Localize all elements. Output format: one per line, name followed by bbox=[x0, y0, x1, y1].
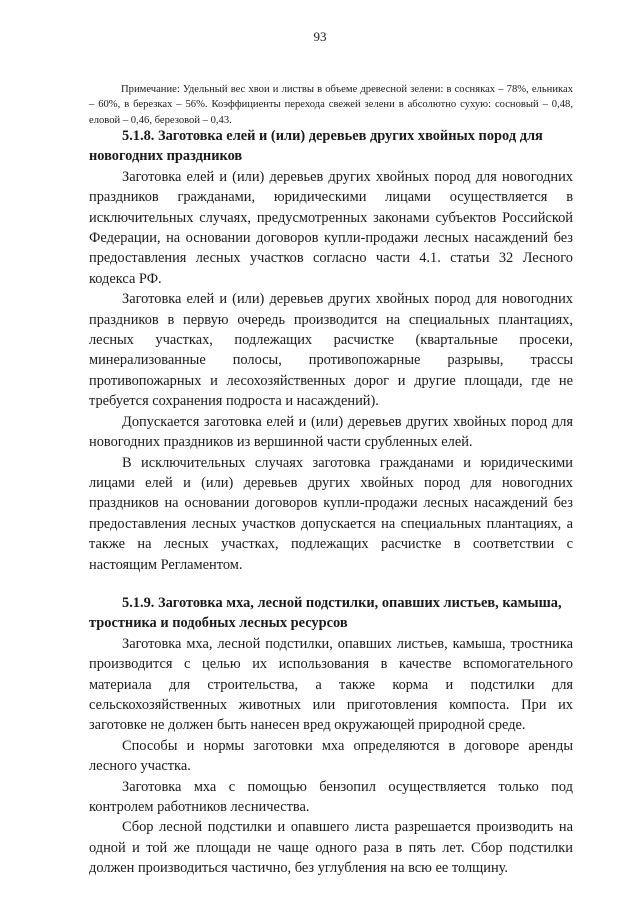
paragraph: Допускается заготовка елей и (или) деревьев других хвойных пород для новогодних праздников из вершинной части срубленных елей. bbox=[89, 413, 573, 451]
paragraph: Заготовка елей и (или) деревьев других хвойных пород для новогодних праздников в первую очередь производится на специальных плантациях, лесных участках, подлежащих расчистке (квартальные просеки, минерализованные полосы, противопожарные разрывы, трассы противопожарных и лесохозяйственных дорог и другие площади, где не требуется сохранения подроста и насаждений). bbox=[89, 291, 573, 410]
paragraph: Заготовка мха с помощью бензопил осуществляется только под контролем работников лесничества. bbox=[89, 778, 573, 815]
paragraph: Заготовка мха, лесной подстилки, опавших листьев, камыша, тростника производится с целью их использования в качестве вспомогательного материала для строительства, а также корма и подстилки для сельскохозяйственных животных или приготовления компоста. При их заготовке не должен быть нанесен вред окружающей природной среде. bbox=[89, 635, 573, 734]
footnote-note: Примечание: Удельный вес хвои и листвы в объеме древесной зелени: в сосняках – 78%, ельниках – 60%, в березках – 56%. Коэффициенты перехода свежей зелени в абсолютно сухую: сосновый – 0,48, еловой – 0,46, березовой – 0,43. bbox=[89, 83, 573, 126]
section-heading-5-1-8: 5.1.8. Заготовка елей и (или) деревьев других хвойных пород для новогодних праздников bbox=[89, 128, 543, 165]
paragraph: Заготовка елей и (или) деревьев других хвойных пород для новогодних праздников гражданами, юридическими лицами осуществляется в исключительных случаях, предусмотренных законами субъектов Российской Федерации, на основании договоров купли-продажи лесных насаждений без предоставления лесных участков согласно части 4.1. статьи 32 Лесного кодекса РФ. bbox=[89, 168, 573, 287]
document-body bbox=[89, 126, 573, 879]
page-number: 93 bbox=[313, 29, 327, 44]
section-divider bbox=[89, 575, 573, 593]
paragraph: Способы и нормы заготовки мха определяются в договоре аренды лесного участка. bbox=[89, 737, 573, 775]
section-heading-5-1-9: 5.1.9. Заготовка мха, лесной подстилки, опавших листьев, камыша, тростника и подобных лесных ресурсов bbox=[89, 594, 562, 632]
paragraph: В исключительных случаях заготовка гражданами и юридическими лицами елей и (или) деревьев других хвойных пород для новогодних праздников на основании договоров купли-продажи лесных насаждений без предоставления лесных участков допускается на специальных плантациях, а также на лесных участках, подлежащих расчистке в соответствии с настоящим Регламентом. bbox=[89, 454, 573, 573]
paragraph: Сбор лесной подстилки и опавшего листа разрешается производить на одной и той же площади не чаще одного раза в пять лет. Сбор подстилки должен производиться частично, без углубления на всю ее толщину. bbox=[89, 819, 573, 877]
